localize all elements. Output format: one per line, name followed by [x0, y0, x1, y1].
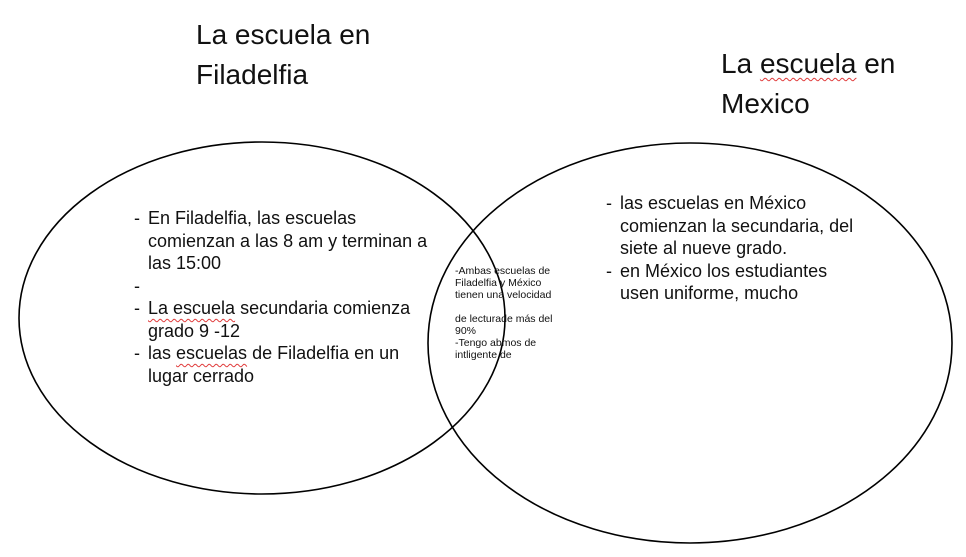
list-item-text: las escuelas en México comienzan la secundaria, del siete al nueve grado.	[620, 193, 854, 258]
list-item-text: secundaria comienza grado 9 -12	[148, 298, 411, 341]
list-item-text: en México los estudiantes usen uniforme, mucho	[620, 260, 828, 303]
title-filadelfia	[196, 15, 456, 95]
intersection-text-2	[455, 313, 567, 361]
intersection-text-2-line2: -Tengo abmos de intligente de	[455, 337, 537, 361]
list-item-spellcheck-word: escuelas	[176, 343, 248, 363]
title-mexico-spellcheck-word: escuela	[759, 48, 857, 79]
mexico-list	[606, 192, 856, 305]
title-mexico-post: en	[856, 48, 896, 79]
list-item	[606, 260, 856, 305]
title-mexico	[721, 44, 961, 124]
list-item	[134, 275, 434, 298]
list-item	[606, 192, 856, 260]
filadelfia-list	[134, 207, 434, 387]
list-item	[134, 342, 434, 387]
title-filadelfia-line2: Filadelfia	[196, 59, 309, 90]
list-item-spellcheck-word: La escuela	[148, 298, 236, 318]
intersection-text-1: -Ambas escuelas de Filadelfia y México tienen una velocidad	[455, 265, 552, 301]
title-filadelfia-line1: La escuela en	[196, 19, 371, 50]
list-item	[134, 207, 434, 275]
list-item-text: las	[148, 343, 177, 363]
title-mexico-line2: Mexico	[721, 88, 810, 119]
title-mexico-pre: La	[721, 48, 760, 79]
intersection-text-2-line1: de lecturade más del 90%	[455, 313, 553, 337]
list-item-text: de Filadelfia en un lugar cerrado	[148, 343, 400, 386]
list-item-text: En Filadelfia, las escuelas comienzan a las 8 am y terminan a las 15:00	[148, 208, 428, 273]
list-item	[134, 297, 434, 342]
